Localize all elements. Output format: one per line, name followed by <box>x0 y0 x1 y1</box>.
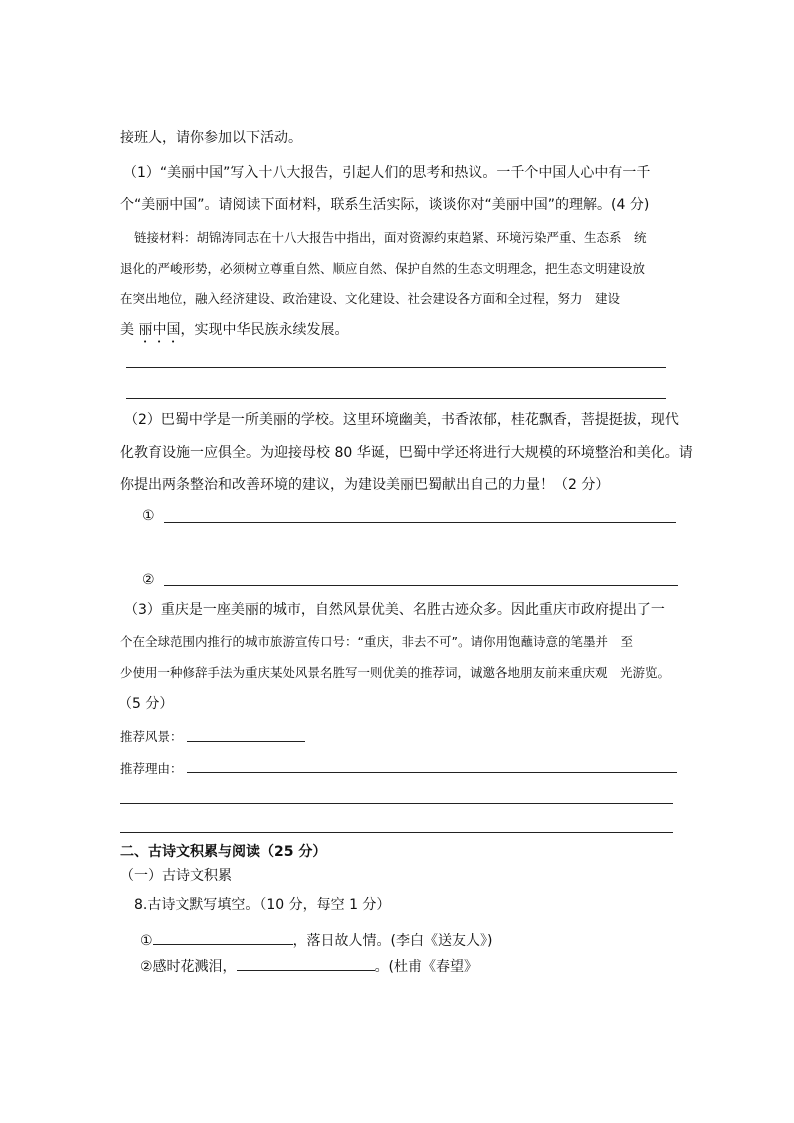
q8-item-1-text: ，落日故人情。(李白《送友人》) <box>292 933 493 949</box>
q3-line-4: （5 分） <box>118 696 174 712</box>
q1-line-2: 个“美丽中国”。请阅读下面材料，联系生活实际，谈谈你对“美丽中国”的理解。(4 分) <box>120 197 650 213</box>
q1-material-line-1: 链接材料：胡锦涛同志在十八大报告中指出，面对资源约束趋紧、环境污染严重、生态系 统 <box>134 230 647 245</box>
q3-line-1: （3）重庆是一座美丽的城市，自然风景优美、名胜古迹众多。因此重庆市政府提出了一 <box>124 602 665 618</box>
q1-answer-line-2[interactable] <box>126 398 666 399</box>
q1-material-emphasis: 丽中国 <box>138 322 181 338</box>
q2-line-2: 化教育设施一应俱全。为迎接母校 80 华诞，巴蜀中学还将进行大规模的环境整治和美化。请 <box>120 445 693 461</box>
q1-answer-line-1[interactable] <box>126 367 666 368</box>
intro-text: 接班人，请你参加以下活动。 <box>120 130 302 146</box>
q3-scenery-label: 推荐风景： <box>120 729 183 744</box>
q3-reason-line-3[interactable] <box>120 832 673 833</box>
q2-line-3: 你提出两条整治和改善环境的建议，为建设美丽巴蜀献出自己的力量！（2 分） <box>120 477 610 493</box>
q2-line-1: （2）巴蜀中学是一所美丽的学校。这里环境幽美，书香浓郁，桂花飘香，菩提挺拔，现代 <box>124 412 679 428</box>
q8-prompt: 8.古诗文默写填空。（10 分，每空 1 分） <box>134 897 391 913</box>
q8-item-2-blank[interactable] <box>237 956 375 971</box>
section-2-heading: 二、古诗文积累与阅读（25 分） <box>120 844 327 860</box>
q3-line-2: 个在全球范围内推行的城市旅游宣传口号：“重庆，非去不可”。请你用饱蘸诗意的笔墨并 至 <box>120 634 633 649</box>
q8-item-1 <box>140 930 493 951</box>
q1-material-line-4 <box>120 320 348 346</box>
q8-item-1-blank[interactable] <box>153 930 293 945</box>
q2-answer-line-2[interactable] <box>164 585 678 586</box>
q2-mark-2: ② <box>142 572 155 588</box>
q3-reason-line-2[interactable] <box>120 803 673 804</box>
q1-material-line-2: 退化的严峻形势，必须树立尊重自然、顺应自然、保护自然的生态文明理念，把生态文明建设放 <box>120 261 646 276</box>
section-2-subheading: （一）古诗文积累 <box>120 868 232 884</box>
q8-item-2 <box>140 956 478 977</box>
q2-answer-line-1[interactable] <box>164 522 676 523</box>
q8-item-1-mark: ① <box>140 933 153 949</box>
q1-material-end: ，实现中华民族永续发展。 <box>180 322 349 338</box>
q1-line-1: （1）“美丽中国”写入十八大报告，引起人们的思考和热议。一千个中国人心中有一千 <box>123 165 651 181</box>
q2-mark-1: ① <box>142 508 155 524</box>
q1-material-mei: 美 <box>120 322 134 338</box>
q8-item-2-prefix: ②感时花溅泪， <box>140 959 237 975</box>
q8-item-2-text: 。(杜甫《春望》 <box>374 959 479 975</box>
q3-line-3: 少使用一种修辞手法为重庆某处风景名胜写一则优美的推荐词，诚邀各地朋友前来重庆观 光游览。 <box>120 665 671 680</box>
q3-reason-label: 推荐理由： <box>120 761 183 776</box>
q3-reason-line-1[interactable] <box>187 772 677 773</box>
q1-material-line-3: 在突出地位，融入经济建设、政治建设、文化建设、社会建设各方面和全过程，努力 建设 <box>120 291 621 306</box>
q3-scenery-blank[interactable] <box>187 741 305 742</box>
